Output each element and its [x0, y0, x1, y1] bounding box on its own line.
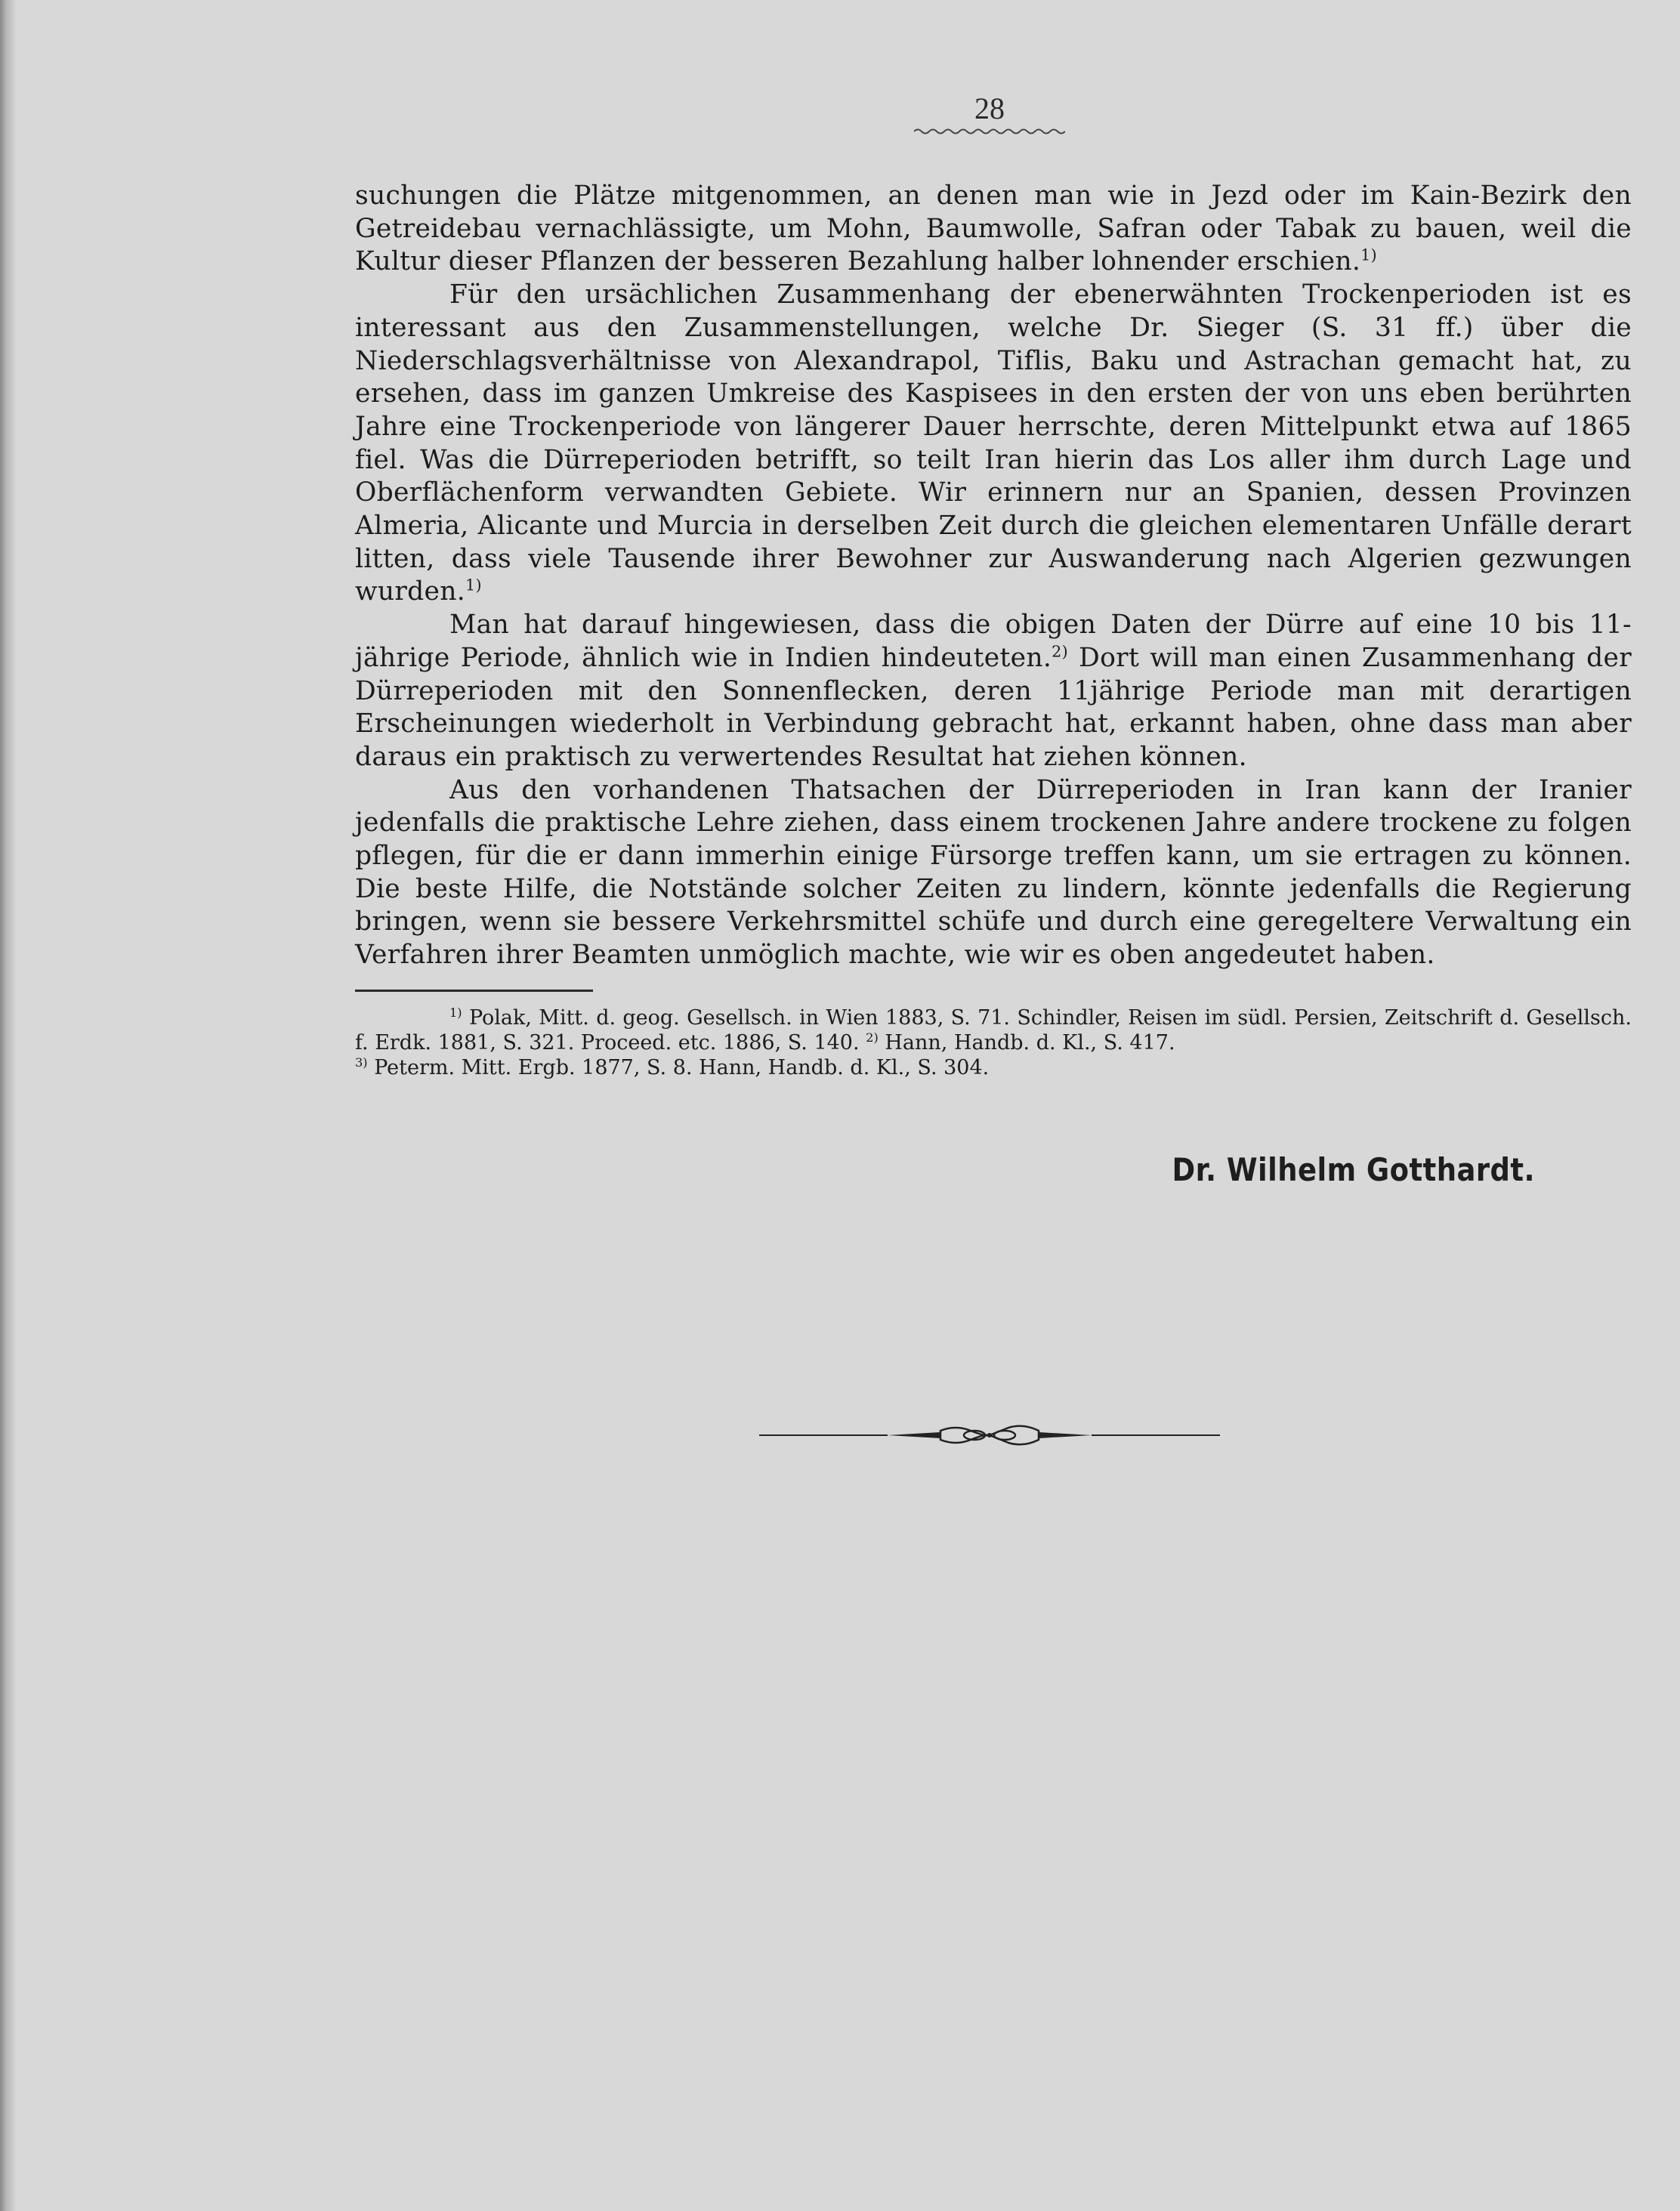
ornament-divider-icon	[759, 1420, 1220, 1450]
main-text	[355, 180, 1632, 972]
footnote-ref: 1)	[465, 576, 482, 594]
footnote-ref: 1)	[1360, 245, 1378, 264]
footnotes	[355, 1005, 1632, 1080]
footnote-3: $^{3)}$ Peterm. Mitt. Ergb. 1877, S. 8. Hann, Handb. d. Kl., S. 304.	[355, 1055, 990, 1079]
footnote-1-2: $^{1)}$ Polak, Mitt. d. geog. Gesellsch. in Wien 1883, S. 71. Schindler, Reisen im südl. Persien, Zeitschrift d. Gesellsch. f. Erdk. 1881, S. 321. Proceed. etc. 1886, S. 140. $^{2)}$ Hann, Handb. d. Kl., S. 417.	[355, 1005, 1632, 1055]
author-signature: Dr. Wilhelm Gotthardt.	[1172, 1151, 1535, 1188]
page-number: 28	[974, 91, 1005, 125]
binding-edge	[0, 0, 17, 2211]
paragraph-3: Man hat darauf hingewiesen, dass die obigen Daten der Dürre auf eine 10 bis 11-jährige Periode, ähnlich wie in Indien hindeuteten.$^{2)}$ Dort will man einen Zusammenhang der Dürreperioden mit den Sonnenflecken, deren 11jährige Periode man mit derartigen Erscheinungen wiederholt in Verbindung gebracht hat, erkannt haben, ohne dass man aber daraus ein praktisch zu verwertendes Resultat hat ziehen können.	[355, 610, 1632, 772]
paragraph-1: suchungen die Plätze mitgenommen, an denen man wie in Jezd oder im Kain-Bezirk den Getreidebau vernachlässigte, um Mohn, Baumwolle, Safran oder Tabak zu bauen, weil die Kultur dieser Pflanzen der besseren Bezahlung halber lohnender erschien.$^{1)}$	[355, 181, 1632, 277]
paragraph-4: Aus den vorhandenen Thatsachen der Dürreperioden in Iran kann der Iranier jedenfalls die praktische Lehre ziehen, dass einem trockenen Jahre andere trockene zu folgen pflegen, für die er dann immerhin einige Fürsorge treffen kann, um sie ertragen zu können. Die beste Hilfe, die Notstände solcher Zeiten zu lindern, könnte jedenfalls die Regierung bringen, wenn sie bessere Verkehrsmittel schüfe und durch eine geregeltere Verwaltung ein Verfahren ihrer Beamten unmöglich machte, wie wir es oben angedeutet haben.	[355, 774, 1632, 971]
paragraph-2: Für den ursächlichen Zusammenhang der ebenerwähnten Trockenperioden ist es interessant aus den Zusammenstellungen, welche Dr. Sieger (S. 31 ff.) über die Niederschlagsverhältnisse von Alexandrapol, Tiflis, Baku und Astrachan gemacht hat, zu ersehen, dass im ganzen Umkreise des Kaspisees in den ersten der von uns eben berührten Jahre eine Trockenperiode von längerer Dauer herrschte, deren Mittelpunkt etwa auf 1865 fiel. Was die Dürreperioden betrifft, so teilt Iran hierin das Los aller ihm durch Lage und Oberflächenform verwandten Gebiete. Wir erinnern nur an Spanien, dessen Provinzen Almeria, Alicante und Murcia in derselben Zeit durch die gleichen elementaren Unfälle derart litten, dass viele Tausende ihrer Bewohner zur Auswanderung nach Algerien gezwungen wurden.$^{1)}$	[355, 279, 1632, 607]
footnote-ref: 2)	[1052, 642, 1068, 661]
footnote-divider	[355, 990, 593, 992]
page-header	[914, 91, 1065, 135]
wavy-rule-ornament	[914, 128, 1065, 135]
